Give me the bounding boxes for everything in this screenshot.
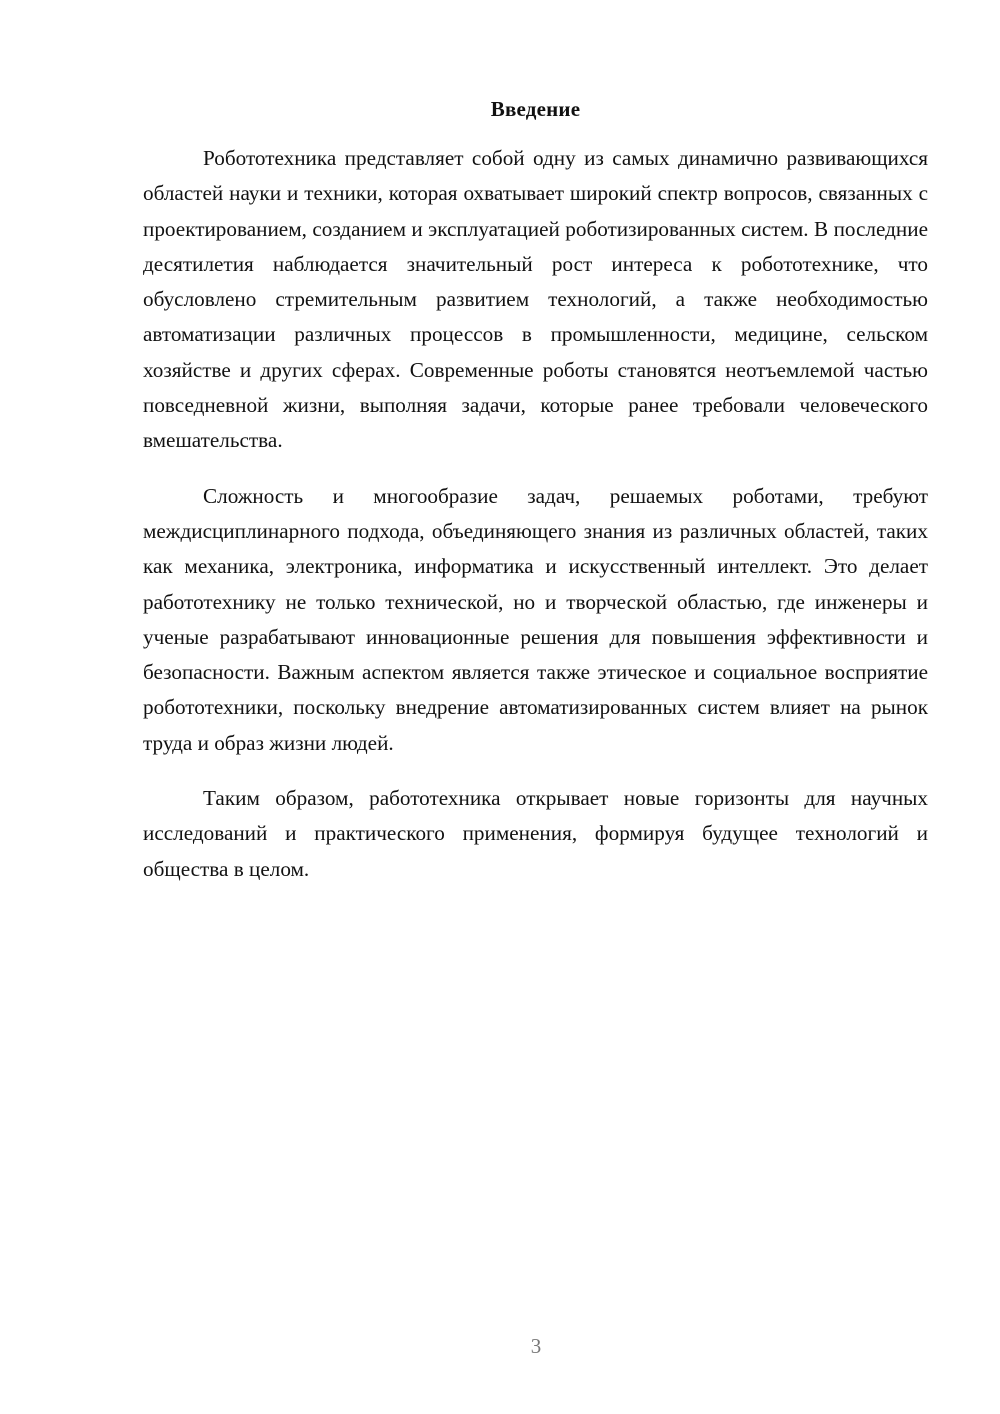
- page-number: 3: [530, 1334, 542, 1358]
- paragraph-2: Сложность и многообразие задач, решаемых роботами, требуют междисциплинарного подхода, объединяющего знания из различных областей, таких как механика, электроника, информатика и искусственный интеллект. Это делает работотехнику не только технической, но и творческой областью, где инженеры и ученые разрабатывают инновационные решения для повышения эффективности и безопасности. Важным аспектом является также этическое и социальное восприятие робототехники, поскольку внедрение автоматизированных систем влияет на рынок труда и образ жизни людей.: [143, 483, 928, 755]
- paragraph-3: Таким образом, работотехника открывает новые горизонты для научных исследований и практического применения, формируя будущее технологий и общества в целом.: [143, 786, 928, 881]
- page-content: [143, 92, 928, 887]
- section-title: Введение: [490, 97, 581, 121]
- paragraph-1: Робототехника представляет собой одну из самых динамично развивающихся областей науки и техники, которая охватывает широкий спектр вопросов, связанных с проектированием, созданием и эксплуатацией роботизированных систем. В последние десятилетия наблюдается значительный рост интереса к робототехнике, что обусловлено стремительным развитием технологий, а также необходимостью автоматизации различных процессов в промышленности, медицине, сельском хозяйстве и других сферах. Современные роботы становятся неотъемлемой частью повседневной жизни, выполняя задачи, которые ранее требовали человеческого вмешательства.: [143, 146, 928, 453]
